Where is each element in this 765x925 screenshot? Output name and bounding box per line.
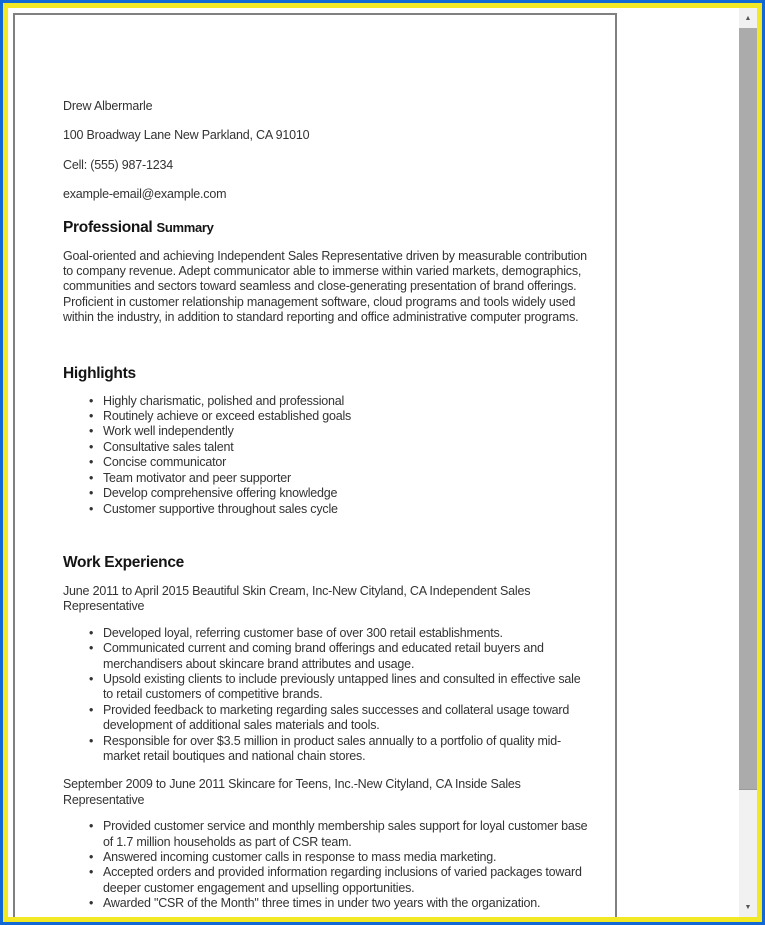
highlight-item: • Develop comprehensive offering knowledge <box>103 486 590 501</box>
job-bullet: • Developed loyal, referring customer base of over 300 retail establishments. <box>103 626 590 641</box>
job-entry <box>63 584 590 764</box>
professional-summary-text: Goal-oriented and achieving Independent Sales Representative driven by measurable contribution to company revenue. Adept communicator able to immerse within varied markets, demographics, communities and sectors toward seamless and close-generating presentation of brand offerings. Proficient in customer relationship management software, cloud programs and tools widely used within the industry, in addition to standard reporting and office administrative computer programs. <box>63 248 587 325</box>
job-bullet: • Upsold existing clients to include previously untapped lines and consulted in effective sale to retail customers of competitive brands. <box>103 672 590 703</box>
scroll-down-button[interactable] <box>739 897 757 917</box>
scrollbar-track[interactable] <box>739 28 757 897</box>
heading-professional: Professional <box>63 218 153 236</box>
highlight-item: • Consultative sales talent <box>103 440 590 455</box>
job-bullet: • Accepted orders and provided information regarding inclusions of varied packages toward deeper customer engagement and upselling opportunities. <box>103 865 590 896</box>
highlight-item: • Routinely achieve or exceed established goals <box>103 409 590 424</box>
scroll-down-icon: ▼ <box>744 903 752 911</box>
contact-phone: Cell: (555) 987-1234 <box>63 157 173 172</box>
section-heading-highlights: Highlights <box>63 364 136 382</box>
job-bullet-list <box>63 819 590 911</box>
job-bullet: • Answered incoming customer calls in response to mass media marketing. <box>103 850 590 865</box>
preview-scroll-area[interactable] <box>8 8 757 917</box>
job-bullet: • Communicated current and coming brand offerings and educated retail buyers and merchandisers about skincare brand attributes and usage. <box>103 641 590 672</box>
job-heading: June 2011 to April 2015 Beautiful Skin Cream, Inc-New Cityland, CA Independent Sales Representative <box>63 583 531 614</box>
job-bullet: • Provided customer service and monthly membership sales support for loyal customer base of 1.7 million households as part of CSR team. <box>103 819 590 850</box>
highlight-item: • Work well independently <box>103 424 590 439</box>
highlight-item: • Team motivator and peer supporter <box>103 471 590 486</box>
job-bullet: • Awarded "CSR of the Month" three times in under two years with the organization. <box>103 896 590 911</box>
contact-name: Drew Albermarle <box>63 99 153 113</box>
heading-summary: Summary <box>156 219 214 235</box>
job-heading: September 2009 to June 2011 Skincare for Teens, Inc.-New Cityland, CA Inside Sales Representative <box>63 777 521 807</box>
job-entry <box>63 777 590 911</box>
job-bullet: • Provided feedback to marketing regarding sales successes and collateral usage toward development of additional sales materials and tools. <box>103 703 590 734</box>
section-heading-work-experience: Work Experience <box>63 553 184 571</box>
contact-email: example-email@example.com <box>63 187 227 202</box>
job-bullet: • Responsible for over $3.5 million in product sales annually to a portfolio of quality mid-market retail boutiques and national chain stores. <box>103 734 590 765</box>
job-bullet-list <box>63 626 590 765</box>
highlights-list <box>63 394 590 517</box>
section-heading-professional-summary <box>63 219 590 236</box>
scroll-up-icon: ▲ <box>744 14 752 22</box>
scrollbar-thumb[interactable] <box>739 28 757 790</box>
contact-address: 100 Broadway Lane New Parkland, CA 91010 <box>63 128 310 143</box>
highlight-item: • Customer supportive throughout sales cycle <box>103 502 590 517</box>
scroll-up-button[interactable] <box>739 8 757 28</box>
vertical-scrollbar[interactable] <box>739 8 757 917</box>
highlight-item: • Highly charismatic, polished and professional <box>103 394 590 409</box>
resume-page <box>13 13 617 917</box>
highlight-item: • Concise communicator <box>103 455 590 470</box>
